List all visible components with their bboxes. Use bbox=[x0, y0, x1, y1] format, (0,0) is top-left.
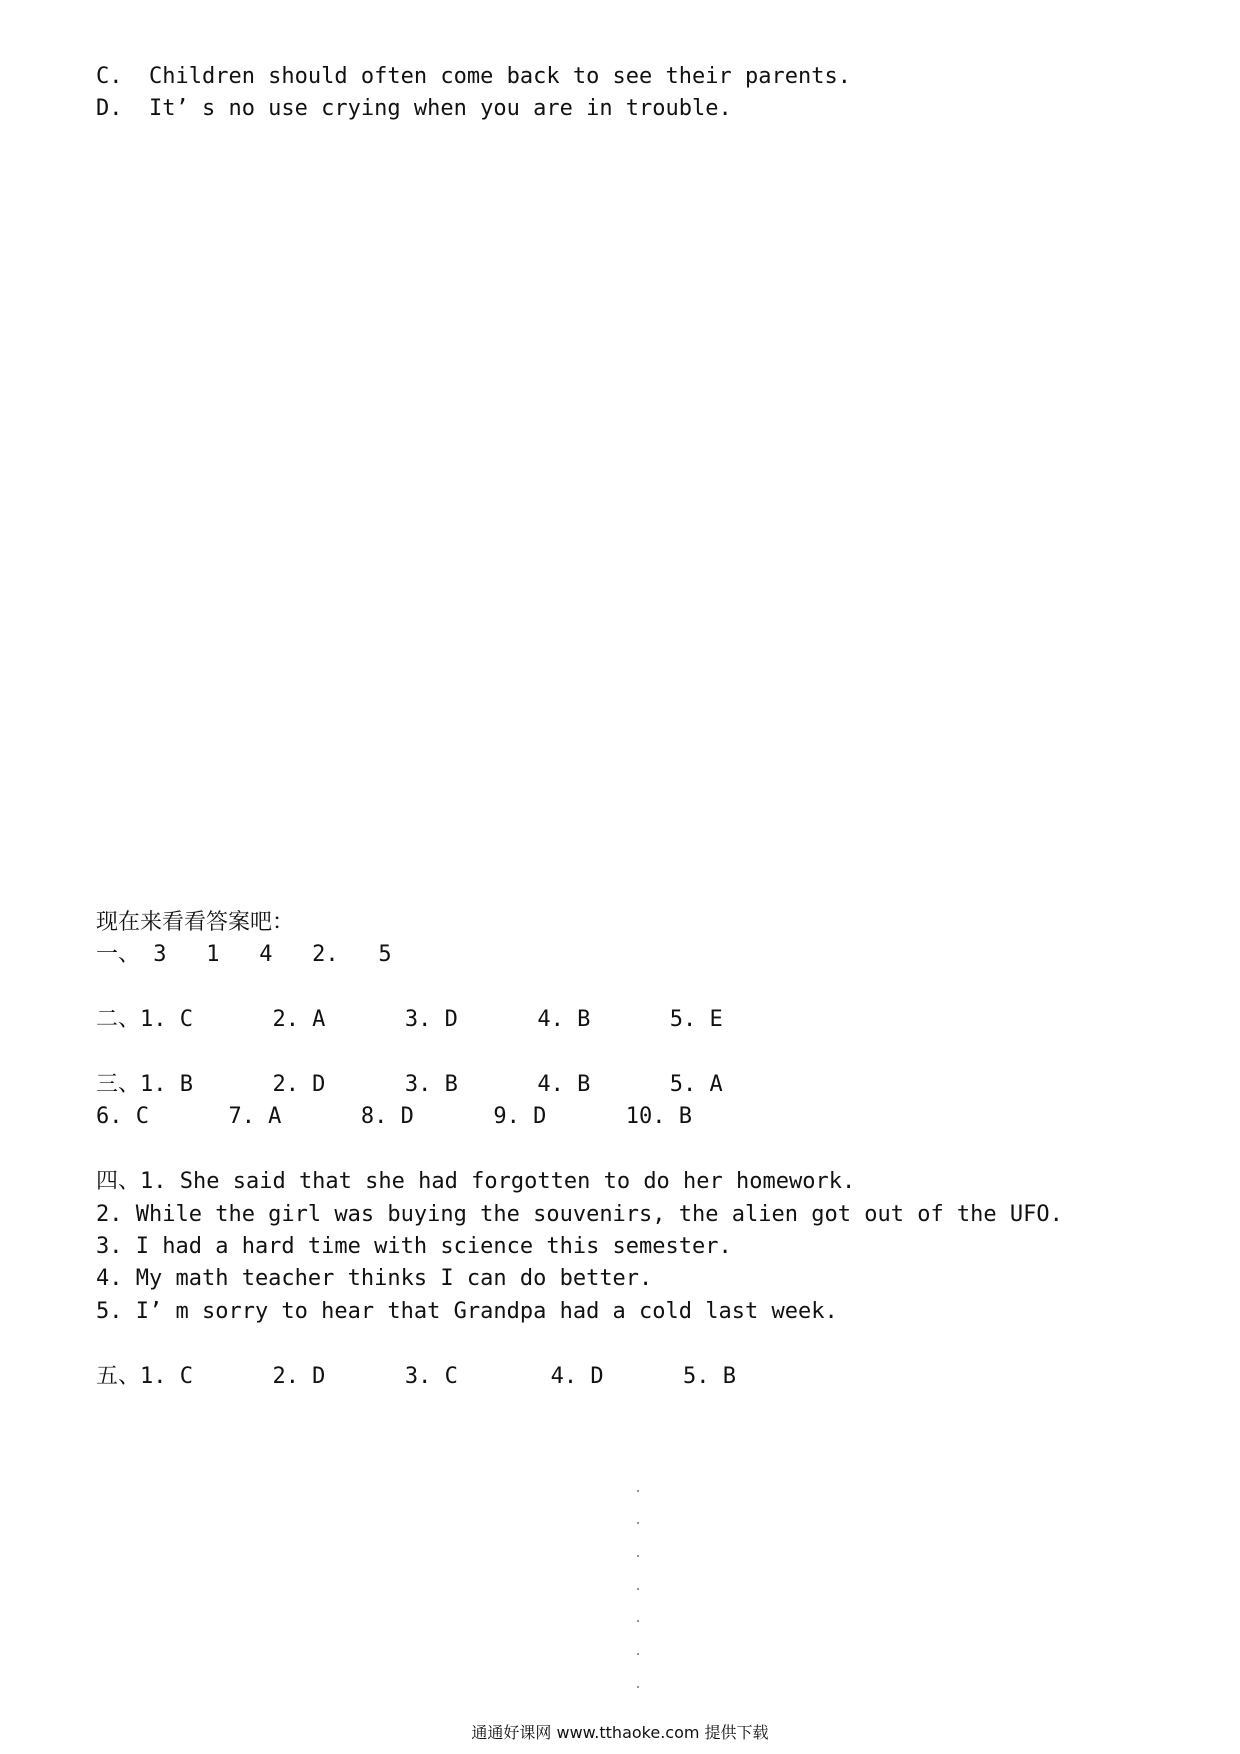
option-c: C. Children should often come back to see their parents. bbox=[96, 64, 851, 89]
answers-section-4-item: 2. While the girl was buying the souvenirs, the alien got out of the UFO. bbox=[96, 1202, 1063, 1227]
answers-section-4-item: 3. I had a hard time with science this semester. bbox=[96, 1234, 732, 1259]
option-d: D. It’ s no use crying when you are in trouble. bbox=[96, 96, 732, 121]
separator-dot bbox=[637, 1588, 639, 1590]
answers-section-4-item: 4. My math teacher thinks I can do better. bbox=[96, 1266, 653, 1291]
separator-dot bbox=[637, 1620, 639, 1622]
answers-section-1: 一、 3 1 4 2. 5 bbox=[96, 942, 392, 967]
page-footer: 通通好课网 www.tthaoke.com 提供下载 bbox=[471, 1723, 769, 1742]
separator-dot bbox=[637, 1555, 639, 1557]
answers-heading: 现在来看看答案吧： bbox=[96, 910, 295, 935]
separator-dot bbox=[637, 1522, 639, 1524]
answers-section-3-row-1: 三、1. B 2. D 3. B 4. B 5. A bbox=[96, 1072, 723, 1097]
separator-dot bbox=[637, 1686, 639, 1688]
answers-section-4-item: 5. I’ m sorry to hear that Grandpa had a cold last week. bbox=[96, 1299, 838, 1324]
answers-section-4-item: 四、1. She said that she had forgotten to do her homework. bbox=[96, 1169, 856, 1194]
separator-dot bbox=[637, 1653, 639, 1655]
answers-section-3-row-2: 6. C 7. A 8. D 9. D 10. B bbox=[96, 1104, 693, 1129]
answers-section-2: 二、1. C 2. A 3. D 4. B 5. E bbox=[96, 1007, 723, 1032]
answers-section-5: 五、1. C 2. D 3. C 4. D 5. B bbox=[96, 1364, 737, 1389]
separator-dot bbox=[637, 1490, 639, 1492]
